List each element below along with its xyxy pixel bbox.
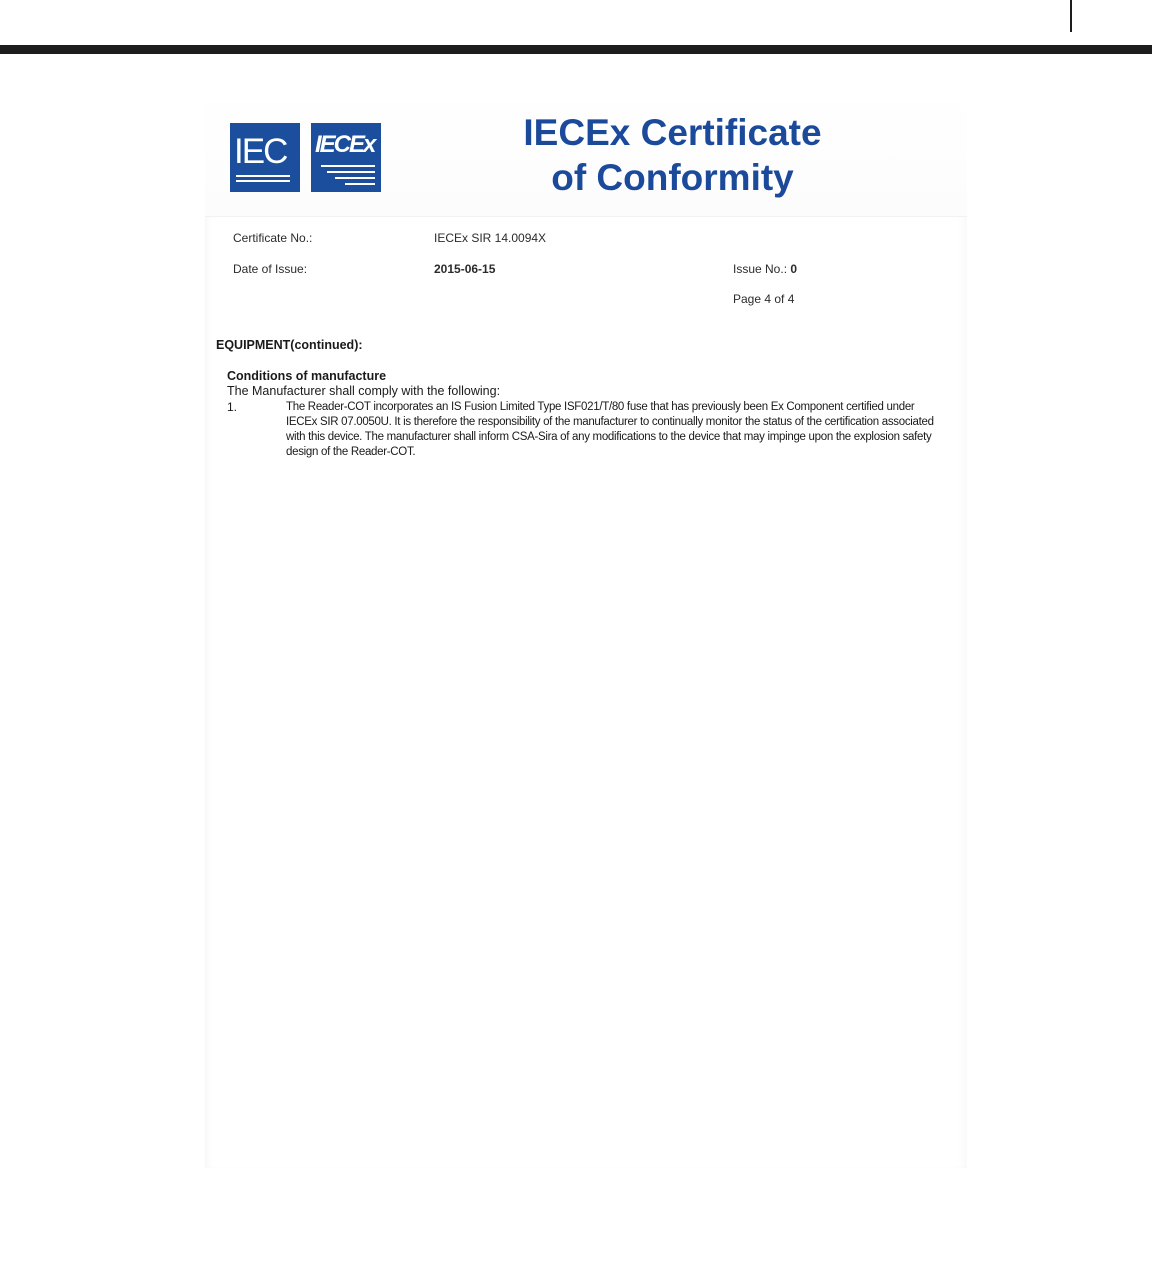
certificate-header <box>205 88 967 217</box>
conditions-title: Conditions of manufacture <box>227 369 387 383</box>
certificate-title-line-1: IECEx Certificate <box>523 112 822 153</box>
page-header-divider <box>1070 0 1072 32</box>
iecex-logo-line-1 <box>321 165 375 167</box>
certificate-page <box>205 88 967 1168</box>
conditions-intro: The Manufacturer shall comply with the following: <box>227 384 501 398</box>
iecex-logo-line-2 <box>327 171 375 173</box>
page-top-rule <box>0 45 1152 54</box>
iec-logo-icon <box>230 123 300 192</box>
iecex-logo-line-3 <box>335 177 375 179</box>
iec-logo-text: IEC <box>234 132 287 171</box>
issue-number <box>733 262 797 276</box>
iecex-logo-text: IECEx <box>315 131 375 158</box>
iecex-logo-icon <box>311 123 381 192</box>
certificate-title <box>490 110 855 200</box>
iec-logo-line-top <box>236 175 290 177</box>
condition-item-text: The Reader-COT incorporates an IS Fusion Limited Type ISF021/T/80 fuse that has previously been Ex Component certified under IECEx SIR 07.0050U. It is therefore the responsibility of the manufacturer to continually monitor the status of the certification associated with this device. The manufacturer shall inform CSA-Sira of any modifications to the device that may impinge upon the explosion safety design of the Reader-COT. <box>286 401 934 458</box>
issue-number-value: 0 <box>790 262 798 276</box>
page-number: Page 4 of 4 <box>733 292 795 306</box>
certificate-number-label: Certificate No.: <box>233 231 313 245</box>
date-of-issue-label: Date of Issue: <box>233 262 308 276</box>
date-of-issue-value: 2015-06-15 <box>434 262 496 276</box>
iec-logo-line-bottom <box>236 180 290 182</box>
equipment-continued-heading: EQUIPMENT(continued): <box>216 338 363 352</box>
iecex-logo-line-4 <box>345 183 375 185</box>
certificate-number-value: IECEx SIR 14.0094X <box>434 231 547 245</box>
certificate-title-line-2: of Conformity <box>551 157 794 198</box>
condition-item-number: 1. <box>227 400 238 414</box>
issue-number-label: Issue No.: <box>733 262 788 276</box>
